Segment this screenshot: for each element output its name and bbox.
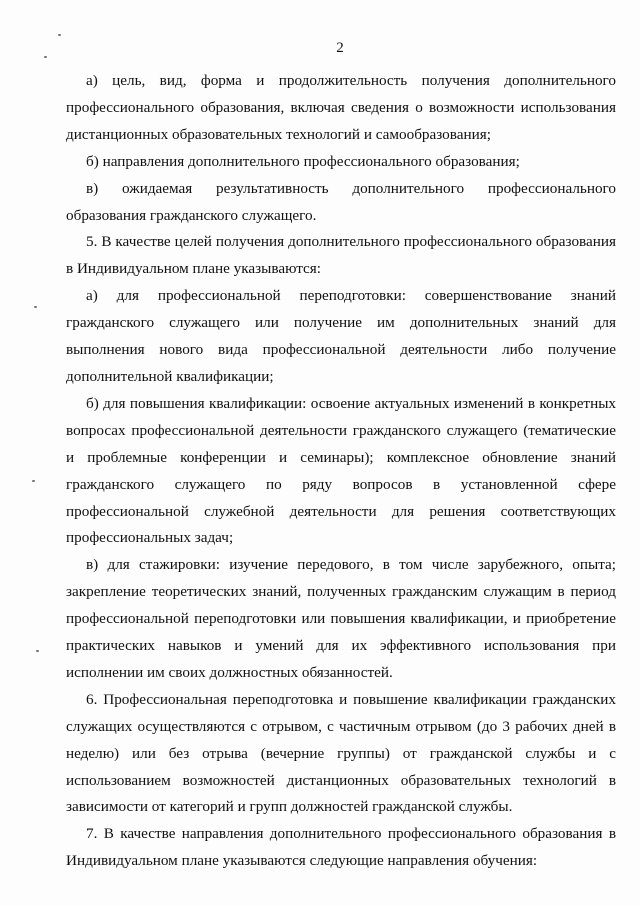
- paragraph-4a: а) цель, вид, форма и продолжительность получения дополнительного профессионального образования, включая сведения о возможности использования дистанционных образовательных технологий и самообразования;: [66, 72, 616, 143]
- paragraph-5b: б) для повышения квалификации: освоение актуальных изменений в конкретных вопросах профессиональной деятельности гражданского служащего (тематические и проблемные конференции и семинары); комплексное обновление знаний гражданского служащего по ряду вопросов в установленной сфере профессиональной служебной деятельности для решения соответствующих профессиональных задач;: [66, 394, 616, 547]
- paragraph-5a: а) для профессиональной переподготовки: совершенствование знаний гражданского служащего или получение им дополнительных знаний для выполнения нового вида профессиональной деятельности либо получение дополнительной квалификации;: [66, 287, 616, 385]
- paragraph-5: 5. В качестве целей получения дополнительного профессионального образования в Индивидуальном плане указываются:: [66, 233, 616, 278]
- scan-artifact-dot: [36, 650, 39, 652]
- scan-artifact-dot: [58, 34, 61, 36]
- paragraph-5v: в) для стажировки: изучение передового, в том числе зарубежного, опыта; закрепление теоретических знаний, полученных гражданским служащим в период профессиональной переподготовки или повышения квалификации, и приобретение практических навыков и умений для их эффективного использования при исполнении им своих должностных обязанностей.: [66, 556, 616, 681]
- scan-artifact-dot: [34, 306, 37, 308]
- paragraph-7: 7. В качестве направления дополнительного профессионального образования в Индивидуальном плане указываются следующие направления обучения:: [66, 825, 616, 870]
- document-body: [66, 68, 616, 875]
- paragraph-4b: б) направления дополнительного профессионального образования;: [86, 152, 520, 170]
- scan-artifact-dot: [32, 480, 35, 482]
- paragraph-4v: в) ожидаемая результативность дополнительного профессионального образования гражданского служащего.: [66, 179, 616, 224]
- page-number: 2: [336, 40, 344, 56]
- paragraph-6: 6. Профессиональная переподготовка и повышение квалификации гражданских служащих осуществляются с отрывом, с частичным отрывом (до 3 рабочих дней в неделю) или без отрыва (вечерние группы) от гражданской службы и с использованием возможностей дистанционных образовательных технологий в зависимости от категорий и групп должностей гражданской службы.: [66, 690, 616, 816]
